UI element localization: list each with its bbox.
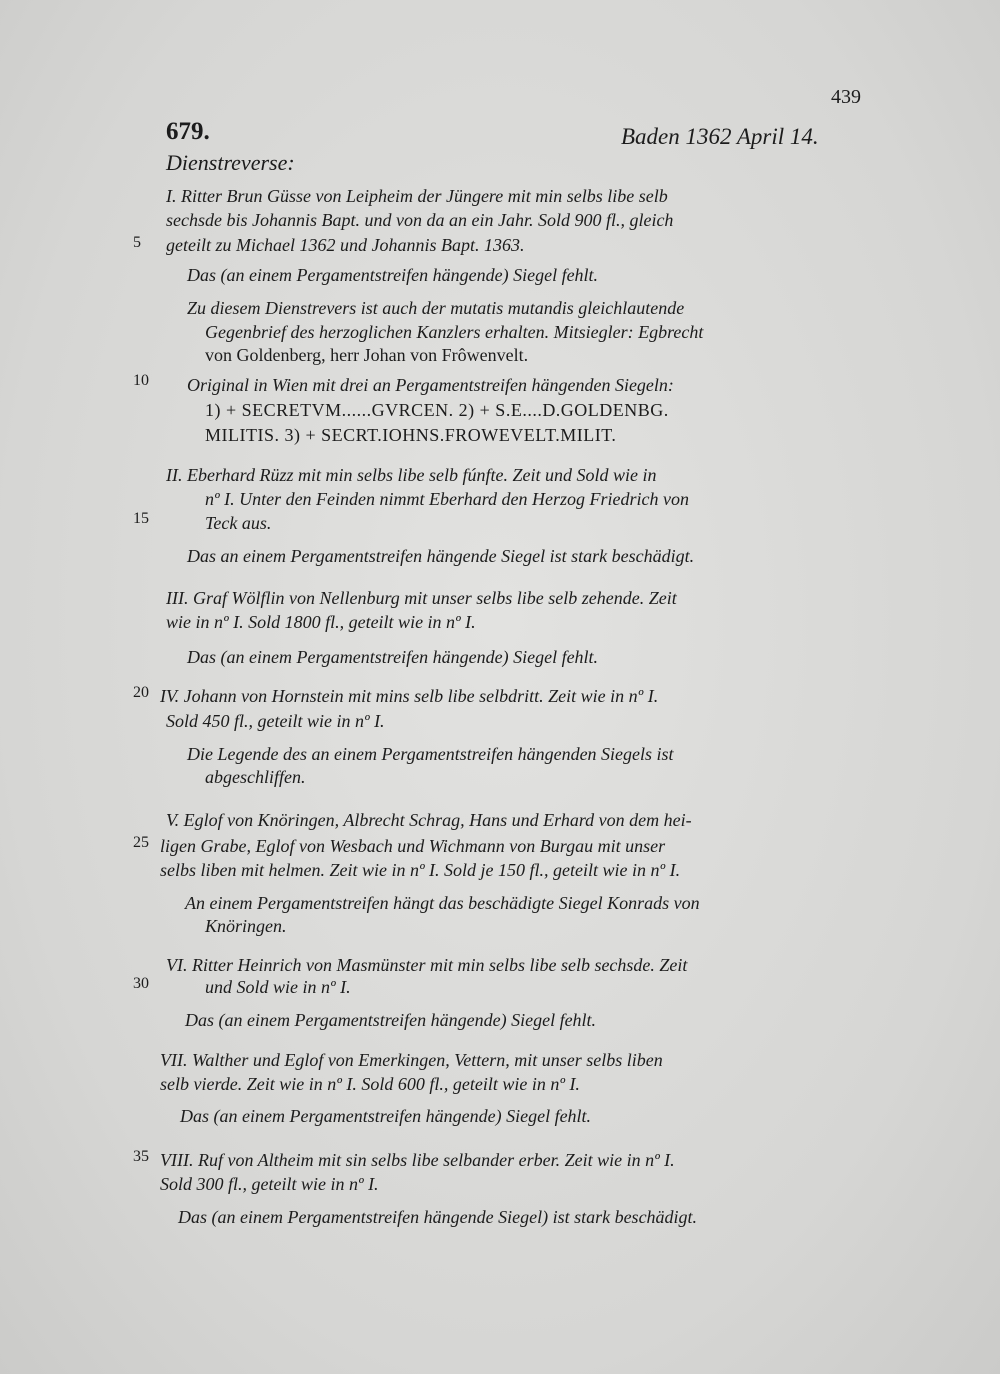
text-line: Teck aus.: [205, 513, 272, 533]
place-date: Baden 1362 April 14.: [621, 124, 819, 149]
text-line: Das (an einem Pergamentstreifen hängende Siegel) ist stark beschädigt.: [178, 1207, 698, 1227]
text-line: I. Ritter Brun Güsse von Leipheim der Jüngere mit min selbs libe selb: [166, 186, 668, 206]
line-number: 25: [133, 834, 149, 851]
text-line: VI. Ritter Heinrich von Masmünster mit min selbs libe selb sechsde. Zeit: [166, 955, 688, 975]
line-number: 20: [133, 684, 149, 701]
text-line: II. Eberhard Rüzz mit min selbs libe selb fúnfte. Zeit und Sold wie in: [166, 465, 657, 485]
line-number: 30: [133, 975, 149, 992]
line-number: 15: [133, 510, 149, 527]
text-line: sechsde bis Johannis Bapt. und von da an ein Jahr. Sold 900 fl., gleich: [166, 210, 674, 230]
text-line: MILITIS. 3) + SECRT.IOHNS.FROWEVELT.MILIT.: [205, 425, 617, 445]
text-line: Zu diesem Dienstrevers ist auch der mutatis mutandis gleichlautende: [187, 298, 685, 318]
text-line: Das (an einem Pergamentstreifen hängende) Siegel fehlt.: [180, 1106, 592, 1126]
text-line: selbs liben mit helmen. Zeit wie in nº I. Sold je 150 fl., geteilt wie in nº I.: [160, 860, 681, 880]
text-line: abgeschliffen.: [205, 767, 306, 787]
text-line: Das (an einem Pergamentstreifen hängende) Siegel fehlt.: [187, 265, 599, 285]
text-line: An einem Pergamentstreifen hängt das beschädigte Siegel Konrads von: [185, 893, 700, 913]
text-line: Das (an einem Pergamentstreifen hängende) Siegel fehlt.: [185, 1010, 597, 1030]
text-line: von Goldenberg, herr Johan von Frôwenvelt.: [205, 345, 529, 365]
text-line: Gegenbrief des herzoglichen Kanzlers erhalten. Mitsiegler: Egbrecht: [205, 322, 704, 342]
text-line: III. Graf Wölflin von Nellenburg mit unser selbs libe selb zehende. Zeit: [166, 588, 677, 608]
section-heading: Dienstreverse:: [166, 150, 295, 175]
text-line: V. Eglof von Knöringen, Albrecht Schrag, Hans und Erhard von dem hei-: [166, 810, 692, 830]
text-line: nº I. Unter den Feinden nimmt Eberhard den Herzog Friedrich von: [205, 489, 689, 509]
line-number: 5: [133, 234, 141, 251]
text-line: Das (an einem Pergamentstreifen hängende) Siegel fehlt.: [187, 647, 599, 667]
document-number: 679.: [166, 118, 210, 145]
text-line: VII. Walther und Eglof von Emerkingen, Vettern, mit unser selbs liben: [160, 1050, 663, 1070]
text-line: Sold 450 fl., geteilt wie in nº I.: [166, 711, 385, 731]
text-line: und Sold wie in nº I.: [205, 977, 351, 997]
text-line: wie in nº I. Sold 1800 fl., geteilt wie in nº I.: [166, 612, 476, 632]
text-line: Das an einem Pergamentstreifen hängende Siegel ist stark beschädigt.: [187, 546, 695, 566]
text-line: Sold 300 fl., geteilt wie in nº I.: [160, 1174, 379, 1194]
text-line: VIII. Ruf von Altheim mit sin selbs libe selbander erber. Zeit wie in nº I.: [160, 1150, 675, 1170]
text-line: 1) + SECRETVM......GVRCEN. 2) + S.E....D.GOLDENBG.: [205, 400, 669, 420]
line-number: 35: [133, 1148, 149, 1165]
text-line: Knöringen.: [205, 916, 287, 936]
text-line: Die Legende des an einem Pergamentstreifen hängenden Siegels ist: [187, 744, 674, 764]
page-number: 439: [831, 86, 861, 108]
text-line: IV. Johann von Hornstein mit mins selb libe selbdritt. Zeit wie in nº I.: [160, 686, 659, 706]
text-line: Original in Wien mit drei an Pergamentstreifen hängenden Siegeln:: [187, 375, 674, 395]
text-line: selb vierde. Zeit wie in nº I. Sold 600 fl., geteilt wie in nº I.: [160, 1074, 580, 1094]
text-line: geteilt zu Michael 1362 und Johannis Bapt. 1363.: [166, 235, 525, 255]
text-line: ligen Grabe, Eglof von Wesbach und Wichmann von Burgau mit unser: [160, 836, 666, 856]
line-number: 10: [133, 372, 149, 389]
